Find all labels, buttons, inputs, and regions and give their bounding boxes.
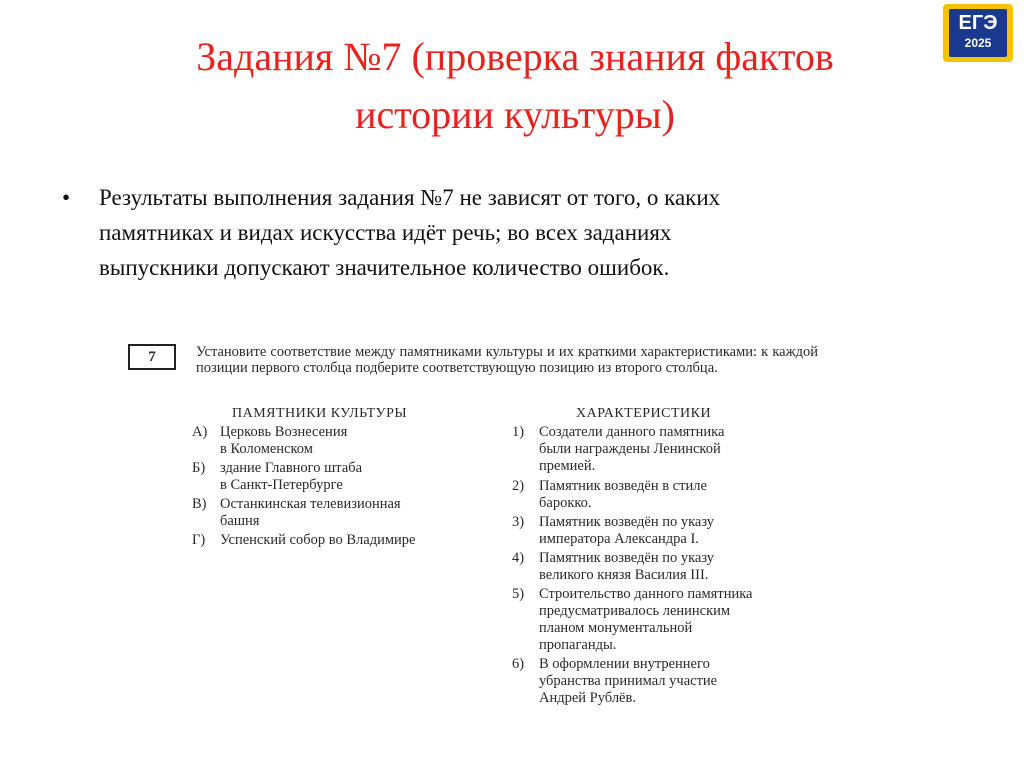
- task-scan: [128, 344, 828, 714]
- characteristic-line: пропаганды.: [539, 637, 617, 653]
- monument-text: [220, 496, 401, 530]
- characteristic-line: Строительство данного памятника: [539, 586, 753, 602]
- bullet-text: [99, 180, 889, 285]
- task-instruction: Установите соответствие между памятниками культуры и их краткими характеристиками: к каждой позиции первого столбца подберите соответствующую позицию из второго столбца.: [196, 344, 818, 376]
- characteristic-text: [539, 514, 714, 548]
- monument-line: здание Главного штаба: [220, 460, 363, 476]
- ege-logo-text: ЕГЭ: [958, 12, 998, 34]
- characteristic-line: премией.: [539, 458, 596, 474]
- title-line-1: Задания №7 (проверка знания фактов: [196, 34, 834, 79]
- monument-line: Успенский собор во Владимире: [220, 532, 416, 548]
- ege-logo-field: [949, 9, 1007, 57]
- bullet-line-3: выпускники допускают значительное количество ошибок.: [99, 255, 670, 280]
- monument-line: Останкинская телевизионная: [220, 496, 401, 512]
- monument-text: [220, 532, 415, 549]
- characteristic-text: [539, 478, 707, 512]
- monument-line: в Санкт-Петербурге: [220, 477, 343, 493]
- characteristic-line: Памятник возведён в стиле: [539, 478, 707, 494]
- characteristic-key: 6): [512, 656, 525, 672]
- characteristic-line: планом монументальной: [539, 620, 693, 636]
- characteristic-line: убранства принимал участие: [539, 673, 718, 689]
- monument-key: Г): [192, 532, 206, 548]
- characteristic-text: [539, 550, 714, 584]
- monument-line: в Коломенском: [220, 441, 313, 457]
- title-line-2: истории культуры): [355, 92, 675, 137]
- monument-line: башня: [220, 513, 260, 529]
- characteristic-key: 1): [512, 424, 525, 440]
- characteristics-header: ХАРАКТЕРИСТИКИ: [576, 406, 712, 421]
- characteristic-key: 3): [512, 514, 525, 530]
- characteristic-line: Памятник возведён по указу: [539, 514, 715, 530]
- bullet-marker: •: [62, 185, 71, 210]
- characteristic-line: императора Александра I.: [539, 531, 699, 547]
- slide-title: [90, 28, 940, 144]
- monument-text: [220, 424, 347, 458]
- monument-key: В): [192, 496, 207, 512]
- characteristic-line: В оформлении внутреннего: [539, 656, 710, 672]
- characteristic-line: предусматривалось ленинским: [539, 603, 731, 619]
- characteristic-line: Памятник возведён по указу: [539, 550, 715, 566]
- bullet-line-2: памятниках и видах искусства идёт речь; во всех заданиях: [99, 220, 672, 245]
- characteristic-text: [539, 586, 752, 654]
- task-number-box: 7: [128, 344, 176, 370]
- characteristic-text: [539, 424, 724, 475]
- characteristic-line: Андрей Рублёв.: [539, 690, 636, 706]
- monument-text: [220, 460, 362, 494]
- characteristic-text: [539, 656, 717, 707]
- characteristic-line: барокко.: [539, 495, 592, 511]
- characteristic-key: 2): [512, 478, 525, 494]
- monuments-header: ПАМЯТНИКИ КУЛЬТУРЫ: [232, 406, 408, 421]
- characteristic-key: 4): [512, 550, 525, 566]
- characteristic-line: великого князя Василия III.: [539, 567, 709, 583]
- monument-line: Церковь Вознесения: [220, 424, 348, 440]
- monument-key: Б): [192, 460, 206, 476]
- characteristic-line: Создатели данного памятника: [539, 424, 725, 440]
- bullet-line-1: Результаты выполнения задания №7 не зависят от того, о каких: [99, 185, 721, 210]
- characteristic-key: 5): [512, 586, 525, 602]
- characteristic-line: были награждены Ленинской: [539, 441, 721, 457]
- monument-key: А): [192, 424, 208, 440]
- ege-logo: [943, 4, 1013, 62]
- ege-logo-year: 2025: [964, 36, 992, 50]
